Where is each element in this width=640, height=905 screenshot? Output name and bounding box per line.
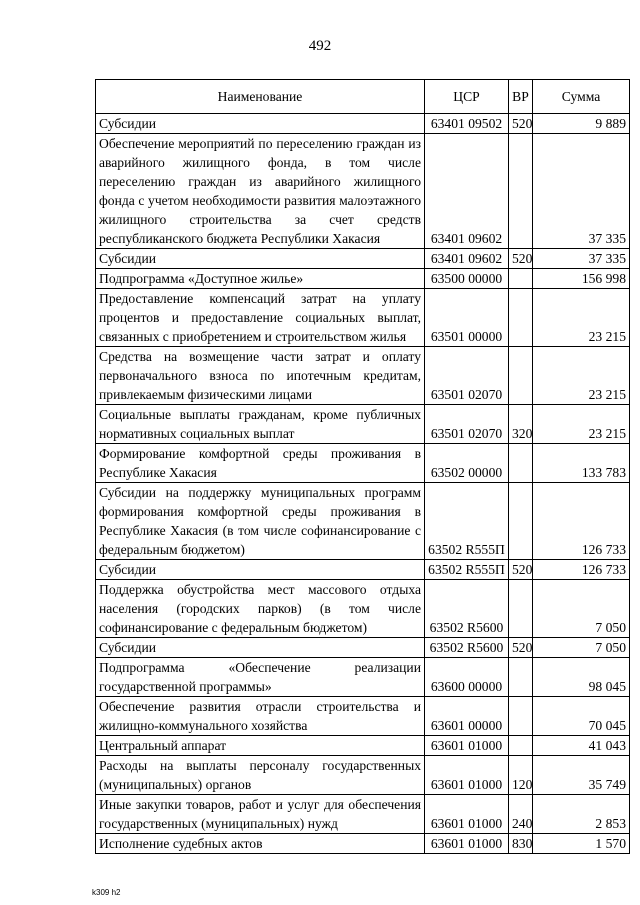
table-row: [96, 405, 630, 444]
row-name-cell: Центральный аппарат: [96, 736, 425, 756]
row-sum-cell: 23 215: [533, 347, 630, 405]
table-header-row: [96, 80, 630, 114]
row-vr-cell: 520: [509, 560, 533, 580]
header-name: Наименование: [96, 80, 425, 114]
row-name-cell: Субсидии: [96, 114, 425, 134]
row-name-cell: Социальные выплаты гражданам, кроме публичных нормативных социальных выплат: [96, 405, 425, 444]
row-vr-cell: 240: [509, 795, 533, 834]
row-name-cell: Исполнение судебных актов: [96, 834, 425, 854]
row-name-cell: Иные закупки товаров, работ и услуг для обеспечения государственных (муниципальных) нужд: [96, 795, 425, 834]
row-vr-cell: [509, 134, 533, 249]
row-sum-cell: 41 043: [533, 736, 630, 756]
row-vr-cell: [509, 658, 533, 697]
table-row: [96, 736, 630, 756]
row-sum-cell: 7 050: [533, 580, 630, 638]
row-code-cell: 63601 01000: [425, 795, 509, 834]
row-sum-cell: 7 050: [533, 638, 630, 658]
row-vr-cell: 320: [509, 405, 533, 444]
row-sum-cell: 37 335: [533, 249, 630, 269]
footer-code: k309 h2: [92, 888, 121, 897]
row-vr-cell: 830: [509, 834, 533, 854]
table-row: [96, 560, 630, 580]
row-code-cell: 63501 02070: [425, 347, 509, 405]
table-row: [96, 580, 630, 638]
table-row: [96, 134, 630, 249]
row-code-cell: 63502 R5600: [425, 580, 509, 638]
page-number: 492: [308, 38, 332, 54]
row-code-cell: 63502 R555П: [425, 560, 509, 580]
table-row: [96, 834, 630, 854]
table-row: [96, 269, 630, 289]
row-name-cell: Субсидии: [96, 638, 425, 658]
row-sum-cell: 37 335: [533, 134, 630, 249]
row-vr-cell: [509, 269, 533, 289]
header-sum: Сумма: [533, 80, 630, 114]
row-code-cell: 63401 09602: [425, 134, 509, 249]
table-row: [96, 638, 630, 658]
row-vr-cell: [509, 697, 533, 736]
row-vr-cell: 120: [509, 756, 533, 795]
table-row: [96, 444, 630, 483]
row-vr-cell: [509, 289, 533, 347]
row-code-cell: 63500 00000: [425, 269, 509, 289]
header-code: ЦСР: [425, 80, 509, 114]
table-row: [96, 347, 630, 405]
row-sum-cell: 156 998: [533, 269, 630, 289]
table-row: [96, 483, 630, 560]
table-row: [96, 658, 630, 697]
row-code-cell: 63401 09602: [425, 249, 509, 269]
row-vr-cell: [509, 736, 533, 756]
row-name-cell: Средства на возмещение части затрат и оплату первоначального взноса по ипотечным кредитам, привлекаемым физическими лицами: [96, 347, 425, 405]
row-vr-cell: [509, 580, 533, 638]
row-code-cell: 63502 R5600: [425, 638, 509, 658]
row-sum-cell: 2 853: [533, 795, 630, 834]
row-name-cell: Подпрограмма «Доступное жилье»: [96, 269, 425, 289]
row-code-cell: 63501 00000: [425, 289, 509, 347]
row-name-cell: Подпрограмма «Обеспечение реализации государственной программы»: [96, 658, 425, 697]
row-code-cell: 63601 00000: [425, 697, 509, 736]
table-row: [96, 697, 630, 736]
row-vr-cell: [509, 483, 533, 560]
row-vr-cell: 520: [509, 249, 533, 269]
row-sum-cell: 23 215: [533, 405, 630, 444]
row-sum-cell: 133 783: [533, 444, 630, 483]
row-sum-cell: 98 045: [533, 658, 630, 697]
row-name-cell: Обеспечение развития отрасли строительства и жилищно-коммунального хозяйства: [96, 697, 425, 736]
row-code-cell: 63502 00000: [425, 444, 509, 483]
row-vr-cell: [509, 347, 533, 405]
header-vr: ВР: [509, 80, 533, 114]
row-code-cell: 63401 09502: [425, 114, 509, 134]
table-row: [96, 249, 630, 269]
row-name-cell: Субсидии на поддержку муниципальных программ формирования комфортной среды проживания в Республике Хакасия (в том числе софинансирование с федеральным бюджетом): [96, 483, 425, 560]
row-name-cell: Поддержка обустройства мест массового отдыха населения (городских парков) (в том числе софинансирование с федеральным бюджетом): [96, 580, 425, 638]
row-name-cell: Расходы на выплаты персоналу государственных (муниципальных) органов: [96, 756, 425, 795]
row-name-cell: Предоставление компенсаций затрат на уплату процентов и предоставление социальных выплат, связанных с приобретением и строительством жилья: [96, 289, 425, 347]
row-name-cell: Субсидии: [96, 249, 425, 269]
row-code-cell: 63601 01000: [425, 736, 509, 756]
budget-table: [95, 79, 630, 854]
row-code-cell: 63601 01000: [425, 756, 509, 795]
row-name-cell: Формирование комфортной среды проживания в Республике Хакасия: [96, 444, 425, 483]
row-sum-cell: 70 045: [533, 697, 630, 736]
row-vr-cell: 520: [509, 114, 533, 134]
table-row: [96, 756, 630, 795]
row-vr-cell: [509, 444, 533, 483]
table-row: [96, 114, 630, 134]
row-code-cell: 63601 01000: [425, 834, 509, 854]
row-sum-cell: 126 733: [533, 560, 630, 580]
row-sum-cell: 23 215: [533, 289, 630, 347]
row-name-cell: Обеспечение мероприятий по переселению граждан из аварийного жилищного фонда, в том числе переселению граждан из аварийного жилищного фонда с учетом необходимости развития малоэтажного жилищного строительства за счет средств республиканского бюджета Республики Хакасия: [96, 134, 425, 249]
table-row: [96, 289, 630, 347]
row-name-cell: Субсидии: [96, 560, 425, 580]
row-code-cell: 63600 00000: [425, 658, 509, 697]
row-sum-cell: 35 749: [533, 756, 630, 795]
table-row: [96, 795, 630, 834]
row-vr-cell: 520: [509, 638, 533, 658]
row-code-cell: 63502 R555П: [425, 483, 509, 560]
row-sum-cell: 9 889: [533, 114, 630, 134]
row-code-cell: 63501 02070: [425, 405, 509, 444]
row-sum-cell: 1 570: [533, 834, 630, 854]
row-sum-cell: 126 733: [533, 483, 630, 560]
